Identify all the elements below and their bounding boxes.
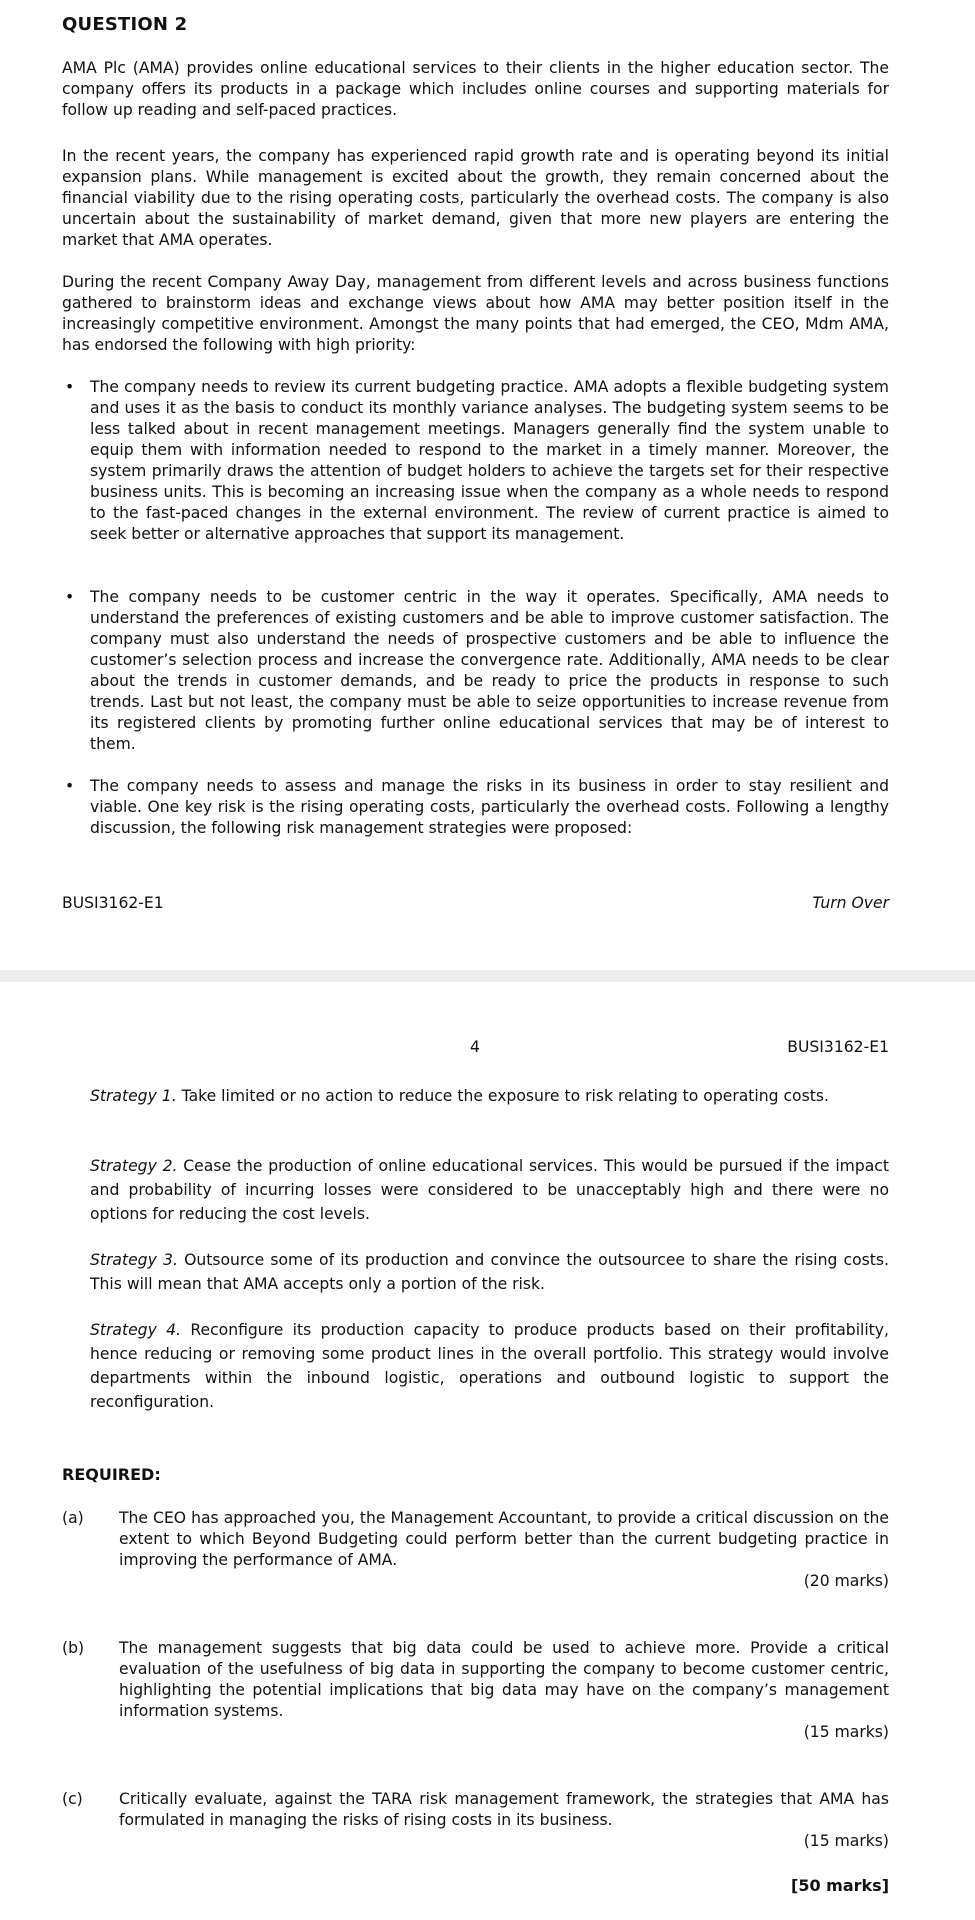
question-letter: (b) (62, 1639, 85, 1657)
strategy-2 (90, 1154, 889, 1226)
strategy-label: Strategy 3. (90, 1251, 178, 1269)
question-letter: (a) (62, 1509, 84, 1527)
bullet-dot: • (65, 588, 75, 606)
page-number: 4 (470, 1038, 480, 1056)
header-course-code: BUSI3162-E1 (787, 1038, 889, 1056)
marks-b: (15 marks) (803, 1723, 889, 1741)
strategy-label: Strategy 2. (90, 1157, 178, 1175)
required-heading: REQUIRED: (62, 1465, 161, 1484)
intro-paragraph: AMA Plc (AMA) provides online educational services to their clients in the higher education sector. The company offers its products in a package which includes online courses and supporting materials for follow up reading and self-paced practices. (62, 59, 889, 119)
strategy-4 (90, 1318, 889, 1414)
strategy-text: Reconfigure its production capacity to produce products based on their profitability, hence reducing or removing some product lines in the overall portfolio. This strategy would involve departments within the inbound logistic, operations and outbound logistic to support the reconfiguration. (90, 1321, 889, 1411)
strategy-label: Strategy 1. (90, 1087, 177, 1105)
question-text: The CEO has approached you, the Management Accountant, to provide a critical discussion on the extent to which Beyond Budgeting could perform better than the current budgeting practice in improving the performance of AMA. (119, 1509, 889, 1569)
away-day-paragraph: During the recent Company Away Day, management from different levels and across business functions gathered to brainstorm ideas and exchange views about how AMA may better position itself in the increasingly competitive environment. Amongst the many points that had emerged, the CEO, Mdm AMA, has endorsed the following with high priority: (62, 273, 889, 354)
growth-paragraph: In the recent years, the company has experienced rapid growth rate and is operating beyond its initial expansion plans. While management is excited about the growth, they remain concerned about the financial viability due to the rising operating costs, particularly the overhead costs. The company is also uncertain about the sustainability of market demand, given that more new players are entering the market that AMA operates. (62, 147, 889, 249)
bullet-risk: The company needs to assess and manage the risks in its business in order to stay resilient and viable. One key risk is the rising operating costs, particularly the overhead costs. Following a lengthy discussion, the following risk management strategies were proposed: (90, 777, 889, 837)
bullet-customer-centric: The company needs to be customer centric in the way it operates. Specifically, AMA needs to understand the preferences of existing customers and be able to improve customer satisfaction. The company must also understand the needs of prospective customers and be able to influence the customer’s selection process and increase the convergence rate. Additionally, AMA needs to be clear about the trends in customer demands, and be ready to price the products in response to such trends. Last but not least, the company must be able to seize opportunities to increase revenue from its registered clients by promoting further online educational services that may be of interest to them. (90, 588, 889, 753)
strategy-1 (90, 1084, 889, 1108)
question-heading: QUESTION 2 (62, 14, 188, 35)
bullet-budgeting: The company needs to review its current budgeting practice. AMA adopts a flexible budgeting system and uses it as the basis to conduct its monthly variance analyses. The budgeting system seems to be less talked about in recent management meetings. Managers generally find the system unable to equip them with information needed to respond to the market in a timely manner. Moreover, the system primarily draws the attention of budget holders to achieve the targets set for their respective business units. This is becoming an increasing issue when the company as a whole needs to respond to the fast-paced changes in the external environment. The review of current practice is aimed to seek better or alternative approaches that support its management. (90, 378, 889, 543)
page-divider (0, 970, 975, 982)
footer-course-code: BUSI3162-E1 (62, 894, 164, 912)
strategy-text: Outsource some of its production and convince the outsourcee to share the rising costs. This will mean that AMA accepts only a portion of the risk. (90, 1251, 889, 1293)
footer-turn-over: Turn Over (812, 894, 889, 912)
exam-page-2 (0, 982, 975, 1920)
total-marks: [50 marks] (791, 1876, 889, 1895)
strategy-label: Strategy 4. (90, 1321, 182, 1339)
question-text: Critically evaluate, against the TARA risk management framework, the strategies that AMA has formulated in managing the risks of rising costs in its business. (119, 1790, 889, 1829)
marks-a: (20 marks) (803, 1572, 889, 1590)
question-text: The management suggests that big data could be used to achieve more. Provide a critical evaluation of the usefulness of big data in supporting the company to become customer centric, highlighting the potential implications that big data may have on the company’s management information systems. (119, 1639, 889, 1720)
strategy-text: Cease the production of online educational services. This would be pursued if the impact and probability of incurring losses were considered to be unacceptably high and there were no options for reducing the cost levels. (90, 1157, 889, 1223)
strategy-text: Take limited or no action to reduce the exposure to risk relating to operating costs. (181, 1087, 829, 1105)
question-letter: (c) (62, 1790, 83, 1808)
bullet-dot: • (65, 378, 75, 396)
strategy-3 (90, 1248, 889, 1296)
bullet-dot: • (65, 777, 75, 795)
marks-c: (15 marks) (803, 1832, 889, 1850)
